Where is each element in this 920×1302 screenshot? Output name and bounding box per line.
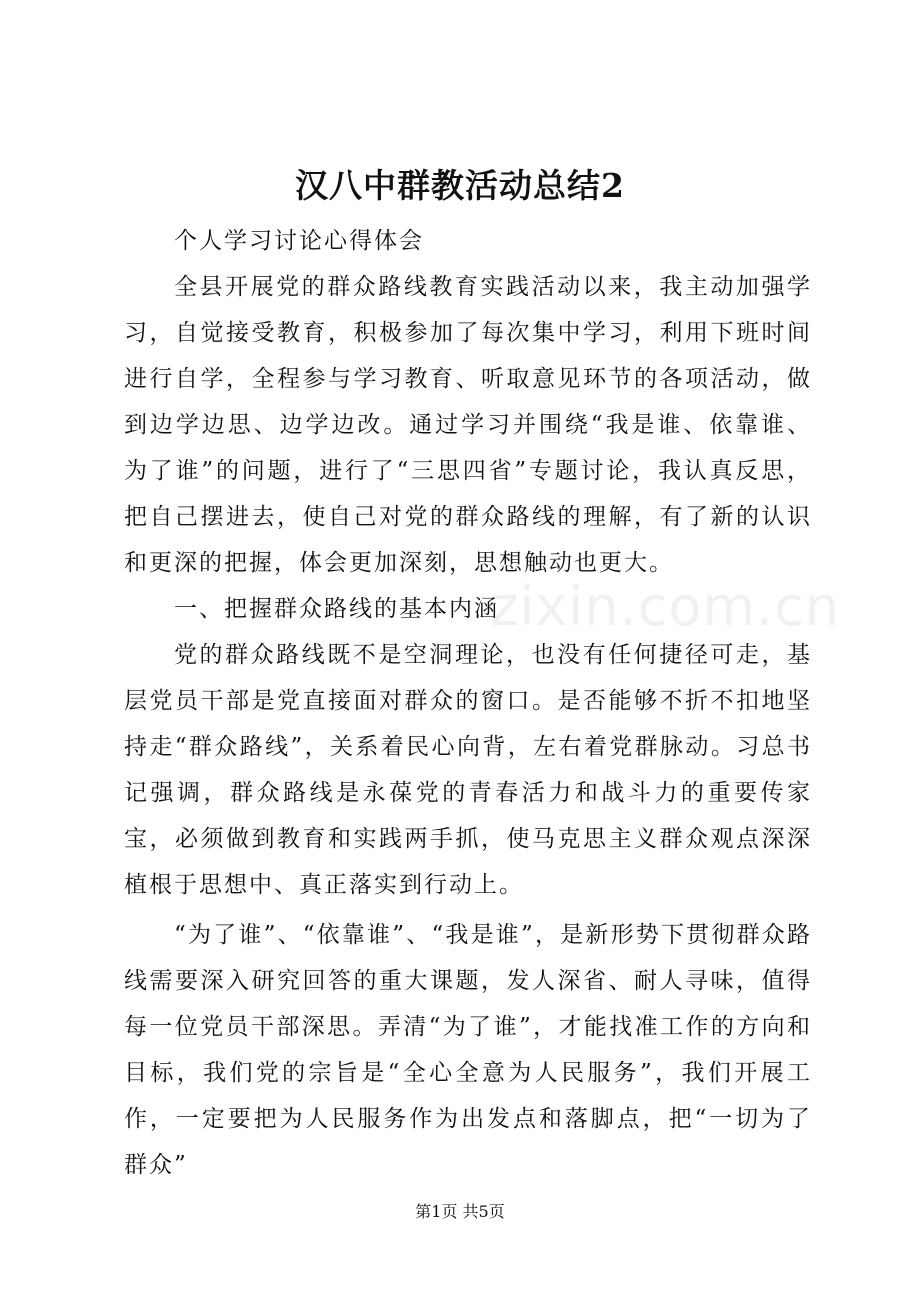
paragraph-subtitle: 个人学习讨论心得体会 [174,228,424,254]
paragraph-intro: 全县开展党的群众路线教育实践活动以来，我主动加强学习，自觉接受教育，积极参加了每次集中学习，利用下班时间进行自学，全程参与学习教育、听取意见环节的各项活动，做到边学边思、边学边改。通过学习并围绕“我是谁、依靠谁、为了谁”的问题，进行了“三思四省”专题讨论，我认真反思，把自己摆进去，使自己对党的群众路线的理解，有了新的认识和更深的把握，体会更加深刻，思想触动也更大。 [124,274,812,576]
watermark: zixin.com.cn [490,575,841,638]
document-body [124,218,812,1188]
document-title: 汉八中群教活动总结2 [295,166,625,205]
paragraph-questions: “为了谁”、“依靠谁”、“我是谁”，是新形势下贯彻群众路线需要深入研究回答的重大课题，发人深省、耐人寻味，值得每一位党员干部深思。弄清“为了谁”，才能找准工作的方向和目标，我们党的宗旨是“全心全意为人民服务”，我们开展工作，一定要把为人民服务作为出发点和落脚点，把“一切为了群众” [124,922,812,1178]
page-footer: 第1页 共5页 [415,1202,505,1221]
section-heading: 一、把握群众路线的基本内涵 [174,596,499,622]
paragraph-section-body: 党的群众路线既不是空洞理论，也没有任何捷径可走，基层党员干部是党直接面对群众的窗口。是否能够不折不扣地坚持走“群众路线”，关系着民心向背，左右着党群脉动。习总书记强调，群众路线是永葆党的青春活力和战斗力的重要传家宝，必须做到教育和实践两手抓，使马克思主义群众观点深深植根于思想中、真正落实到行动上。 [124,642,812,898]
